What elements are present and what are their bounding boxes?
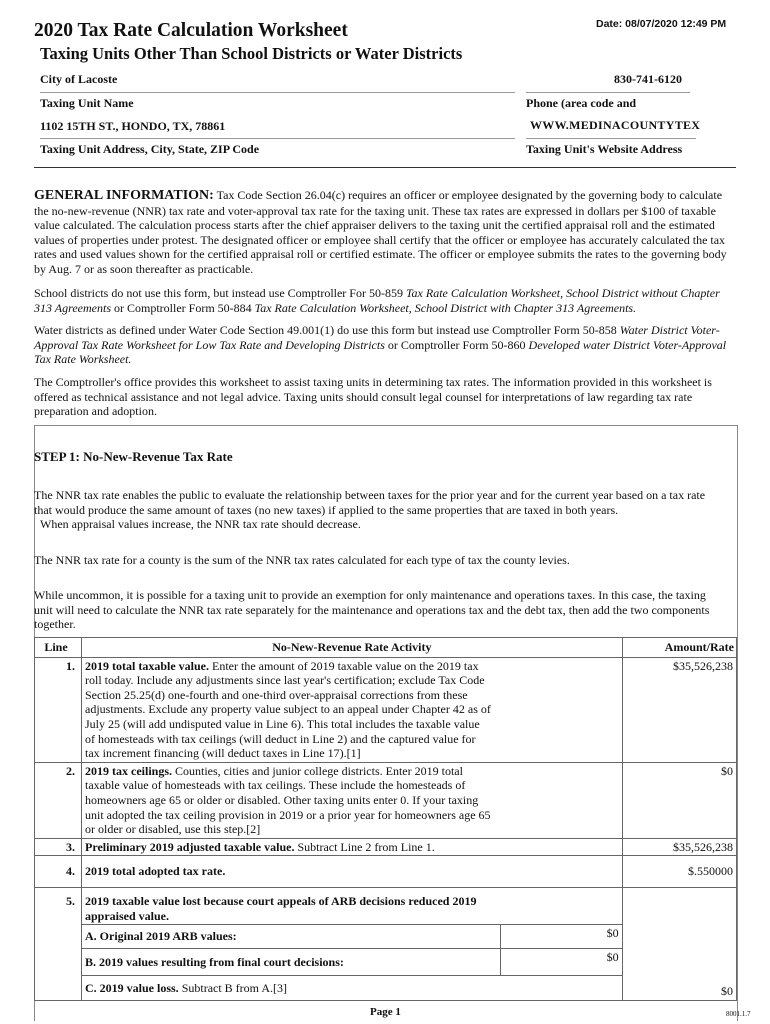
subline-c-title: C. 2019 value loss. bbox=[85, 981, 179, 996]
header-divider bbox=[34, 167, 736, 168]
table-row bbox=[35, 762, 737, 838]
form-title: 2020 Tax Rate Calculation Worksheet bbox=[34, 20, 348, 41]
subline-b-text: B. 2019 values resulting from final court decisions: bbox=[85, 954, 344, 969]
divider bbox=[40, 138, 515, 139]
divider bbox=[40, 92, 515, 93]
nnr-worksheet-table bbox=[34, 637, 737, 1001]
line-number: 3. bbox=[35, 838, 82, 856]
line-description bbox=[82, 856, 623, 888]
school-form-name-b: Tax Rate Calculation Worksheet, School District with Chapter 313 Agreements. bbox=[254, 300, 637, 315]
line-text: Subtract Line 2 from Line 1. bbox=[294, 839, 435, 854]
water-form-name-a: Water District Voter-Approval Tax Rate Worksheet for Low Tax Rate and Developing Districts bbox=[34, 323, 720, 352]
page-number: Page 1 bbox=[370, 1006, 401, 1018]
step1-intro bbox=[34, 488, 724, 532]
divider bbox=[526, 92, 690, 93]
line-description bbox=[82, 657, 623, 762]
subline-a-text: A. Original 2019 ARB values: bbox=[85, 929, 237, 944]
line-amount[interactable]: $35,526,238 bbox=[622, 838, 736, 856]
school-note-text: School districts do not use this form, but instead use Comptroller For 50-859 bbox=[34, 286, 406, 300]
general-heading: GENERAL INFORMATION: bbox=[34, 188, 214, 203]
divider bbox=[526, 138, 696, 139]
subline-b-value[interactable]: $0 bbox=[500, 948, 622, 976]
school-district-note bbox=[34, 286, 734, 315]
taxing-unit-name-label: Taxing Unit Name bbox=[40, 96, 134, 110]
line-title: 2019 total taxable value. bbox=[85, 658, 209, 673]
line-description bbox=[82, 762, 623, 838]
phone-label: Phone (area code and bbox=[526, 96, 637, 110]
line-title: 2019 taxable value lost because court appeals of ARB decisions reduced 2019 appraised value. bbox=[85, 893, 477, 923]
comptroller-note: The Comptroller's office provides this worksheet to assist taxing units in determining tax rates. The information provided in this worksheet is offered as technical assistance and not legal advice. Taxing units should consult legal counsel for interpretations of law regarding tax rate preparation and adoption. bbox=[34, 375, 712, 419]
school-note-text-2: or Comptroller Form 50-884 bbox=[111, 300, 255, 315]
subline-c-text: Subtract B from A.[3] bbox=[178, 981, 288, 996]
water-district-note bbox=[34, 323, 734, 367]
step1-paragraph-1: The NNR tax rate enables the public to evaluate the relationship between taxes for the prior year and for the current year based on a tax rate that would produce the same amount of taxes (no new taxes) if applied to the same properties that are taxed in both years. bbox=[34, 488, 706, 517]
form-subtitle: Taxing Units Other Than School Districts or Water Districts bbox=[40, 44, 463, 63]
line-amount[interactable]: $0 bbox=[622, 762, 736, 838]
table-row bbox=[35, 856, 737, 888]
line-amount[interactable]: $35,526,238 bbox=[622, 657, 736, 762]
school-form-name-a: Tax Rate Calculation Worksheet, School District without Chapter 313 Agreements bbox=[34, 286, 720, 315]
phone-value[interactable]: 830-741-6120 bbox=[614, 72, 682, 86]
water-note-text-2: or Comptroller Form 50-860 bbox=[384, 337, 529, 352]
line-title: 2019 total adopted tax rate. bbox=[85, 864, 226, 879]
line-number: 2. bbox=[35, 762, 82, 838]
general-information bbox=[34, 188, 734, 277]
general-text: Tax Code Section 26.04(c) requires an officer or employee designated by the governing body to calculate the no-new-revenue (NNR) tax rate and voter-approval tax rate for the taxing unit. These tax rates are expressed in dollars per $100 of taxable value calculated. The calculation process starts after the chief appraiser delivers to the taxing unit the certified appraisal roll and the estimated values of properties under protest. The designated officer or employee shall certify that the officer or employee has accurately calculated the tax rates and used values shown for the certified appraisal roll or certified estimate. The officer or employee submits the rates to the governing body by Aug. 7 or as soon thereafter as practicable. bbox=[34, 188, 727, 276]
line-number: 5. bbox=[35, 887, 82, 1000]
line-text: Enter the amount of 2019 taxable value on the 2019 tax roll today. Include any adjustments since last year's certification; exclude Tax Code Section 25.25(d) one-fourth and one-third over-appraisal corrections from these adjustments. Exclude any property value subject to an appeal under Chapter 42 as of July 25 (will add undisputed value in Line 6). This total includes the taxable value of homesteads with tax ceilings (will deduct in Line 2) and the captured value for tax increment financing (will deduct taxes in Line 17).[1] bbox=[85, 658, 491, 761]
column-activity: No-New-Revenue Rate Activity bbox=[82, 638, 623, 658]
column-line: Line bbox=[35, 638, 82, 658]
table-row bbox=[35, 838, 737, 856]
line-number: 4. bbox=[35, 856, 82, 888]
subline-c-label bbox=[82, 976, 623, 1001]
line-amount[interactable]: $0 bbox=[622, 887, 736, 1000]
table-header-row bbox=[35, 638, 737, 658]
website-label: Taxing Unit's Website Address bbox=[526, 142, 683, 156]
line-description bbox=[82, 887, 623, 924]
form-code: 8001.1.7 bbox=[726, 1010, 751, 1018]
step1-paragraph-2: The NNR tax rate for a county is the sum of the NNR tax rates calculated for each type of tax the county levies. bbox=[34, 553, 570, 567]
line-description bbox=[82, 838, 623, 856]
water-form-name-b: Developed water District Voter-Approval Tax Rate Worksheet. bbox=[34, 337, 727, 367]
website-value[interactable]: WWW.MEDINACOUNTYTEX bbox=[530, 118, 701, 132]
column-amount: Amount/Rate bbox=[622, 638, 736, 658]
address-label: Taxing Unit Address, City, State, ZIP Code bbox=[40, 142, 260, 156]
table-row bbox=[35, 657, 737, 762]
step1-paragraph-3: While uncommon, it is possible for a taxing unit to provide an exemption for only maintenance and operations taxes. In this case, the taxing unit will need to calculate the NNR tax rate separately for the maintenance and operations tax and the debt tax, then add the two components together. bbox=[34, 588, 710, 632]
line-amount[interactable]: $.550000 bbox=[622, 856, 736, 888]
taxing-unit-name-value[interactable]: City of Lacoste bbox=[40, 72, 118, 86]
address-value[interactable]: 1102 15TH ST., HONDO, TX, 78861 bbox=[40, 119, 226, 133]
subline-a-value[interactable]: $0 bbox=[500, 925, 622, 949]
step1-heading: STEP 1: No-New-Revenue Tax Rate bbox=[34, 449, 233, 464]
subline-a-label bbox=[82, 925, 501, 949]
line-number: 1. bbox=[35, 657, 82, 762]
line-text: Counties, cities and junior college districts. Enter 2019 total taxable value of homesteads with tax ceilings. These include the homesteads of homeowners age 65 or older or disabled. Other taxing units enter 0. If your taxing unit adopted the tax ceiling provision in 2019 or a prior year for homeowners age 65 or older or disabled, use this step.[2] bbox=[85, 763, 491, 837]
subline-b-label bbox=[82, 948, 501, 976]
line-title: 2019 tax ceilings. bbox=[85, 763, 172, 778]
water-note-text: Water districts as defined under Water Code Section 49.001(1) do use this form but instead use Comptroller Form 50-858 bbox=[34, 323, 620, 337]
table-row bbox=[35, 887, 737, 924]
step1-paragraph-1b: When appraisal values increase, the NNR tax rate should decrease. bbox=[40, 517, 361, 532]
print-date: Date: 08/07/2020 12:49 PM bbox=[596, 18, 727, 30]
line-title: Preliminary 2019 adjusted taxable value. bbox=[85, 839, 295, 854]
